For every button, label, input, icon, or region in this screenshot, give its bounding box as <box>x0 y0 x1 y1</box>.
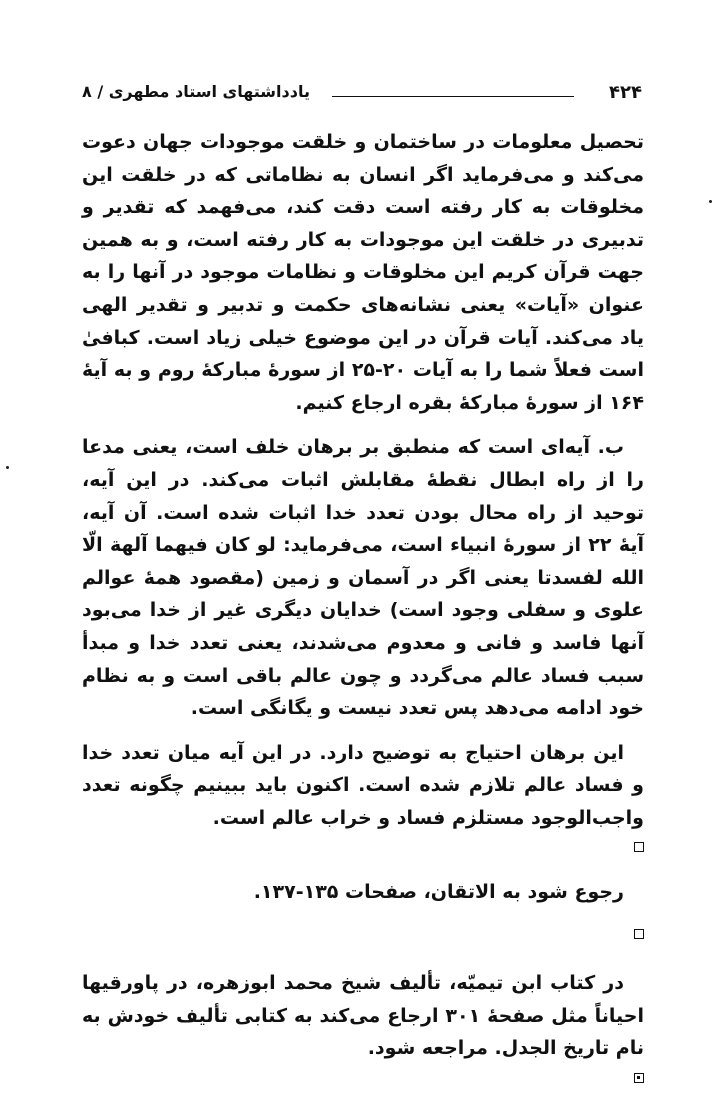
section-separator-1 <box>82 834 644 864</box>
section-separator-2 <box>82 921 644 951</box>
paragraph-5: در کتاب ابن تیمیّه، تألیف شیخ محمد ابوزهره، در پاورقیها احیاناً مثل صفحهٔ ۳۰۱ ارجاع می‌کند به کتابی تألیف خودش به نام تاریخ الجدل. مراجعه شود. <box>82 972 644 1060</box>
paragraph-2: ب. آیه‌ای است که منطبق بر برهان خلف است، یعنی مدعا را از راه ابطال نقطهٔ مقابلش اثبات می‌کند. در این آیه، توحید از راه محال بودن تعدد خدا اثبات شده است. آن آیه، آیهٔ ۲۲ از سورهٔ انبیاء است، می‌فرماید: لو کان فیهما آلهة الّا الله لفسدتا یعنی اگر در آسمان و زمین (مقصود همهٔ عوالم علوی و سفلی وجود است) خدایان دیگری غیر از خدا می‌بود آنها فاسد و فانی و معدوم می‌شدند، یعنی تعدد خدا و مبدأ سبب فساد عالم می‌گردد و چون عالم باقی است و به نظام خود ادامه می‌دهد پس تعدد نیست و یگانگی است. <box>82 436 644 720</box>
paragraph-1: تحصیل معلومات در ساختمان و خلقت موجودات جهان دعوت می‌کند و می‌فرماید اگر انسان به نظاماتی که در خلقت این مخلوقات به کار رفته است دقت کند، می‌فهمد که تقدیر و تدبیری در خلقت این موجودات به کار رفته است، و به همین جهت قرآن کریم این مخلوقات و نظامات موجود در آنها را به عنوان «آیات» یعنی نشانه‌های حکمت و تدبیر و تقدیر الهی یاد می‌کند. آیات قرآن در این موضوع خیلی زیاد است. کبافیٰ است فعلاً شما را به آیات ۲۰-۲۵ از سورهٔ مبارکهٔ روم و به آیهٔ ۱۶۴ از سورهٔ مبارکهٔ بقره ارجاع کنیم. <box>82 131 644 414</box>
header-rule <box>332 96 574 97</box>
end-square-icon <box>634 1073 644 1083</box>
section-end-marker <box>82 1065 644 1095</box>
page-header <box>82 80 642 110</box>
page-body <box>82 126 644 1095</box>
square-marker-icon <box>634 929 644 939</box>
scan-dot-icon <box>6 466 9 469</box>
paragraph-3: این برهان احتیاج به توضیح دارد. در این آیه میان تعدد خدا و فساد عالم تلازم شده است. اکنون باید ببینیم چگونه تعدد واجب‌الوجود مستلزم فساد و خراب عالم است. <box>82 741 644 829</box>
square-marker-icon <box>634 842 644 852</box>
running-title: یادداشتهای استاد مطهری / ۸ <box>82 82 310 101</box>
paragraph-4: رجوع شود به الاتقان، صفحات ۱۳۵-۱۳۷. <box>253 881 624 904</box>
scan-dot-icon <box>709 200 712 203</box>
page-number: ۴۲۴ <box>609 82 642 103</box>
